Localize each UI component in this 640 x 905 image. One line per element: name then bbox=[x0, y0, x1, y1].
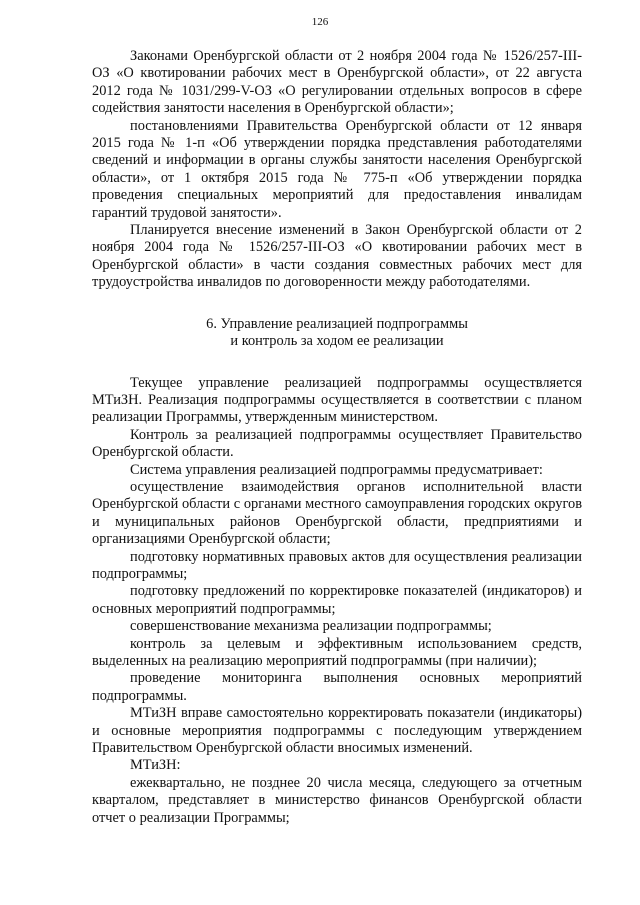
paragraph: МТиЗН: bbox=[130, 757, 181, 774]
paragraph: подготовку предложений по корректировке показателей (индикаторов) и основных мероприятий подпрограммы; bbox=[92, 583, 582, 617]
paragraph: Законами Оренбургской области от 2 ноября 2004 года № 1526/257-III-ОЗ «О квотировании рабочих мест в Оренбургской области», от 22 августа 2012 года № 1031/299-V-ОЗ «О регулировании отдельных вопросов в сфере содействия занятости населения в Оренбургской области»; bbox=[92, 48, 582, 117]
paragraph: МТиЗН вправе самостоятельно корректировать показатели (индикаторы) и основные мероприятия подпрограммы с последующим утверждением Правительством Оренбургской области вносимых изменений. bbox=[92, 705, 582, 757]
paragraph: подготовку нормативных правовых актов для осуществления реализации подпрограммы; bbox=[92, 548, 582, 582]
section-heading-line: и контроль за ходом ее реализации bbox=[230, 333, 444, 350]
paragraph: проведение мониторинга выполнения основных мероприятий подпрограммы. bbox=[92, 670, 582, 704]
section-heading-line: 6. Управление реализацией подпрограммы bbox=[206, 315, 468, 332]
paragraph: совершенствование механизма реализации подпрограммы; bbox=[130, 618, 492, 635]
paragraph: Система управления реализацией подпрограммы предусматривает: bbox=[130, 461, 543, 478]
page-number: 126 bbox=[311, 16, 329, 28]
paragraph: постановлениями Правительства Оренбургской области от 12 января 2015 года № 1-п «Об утверждении порядка представления работодателями сведений и информации в органы службы занятости населения Оренбургской области», от 1 октября 2015 года № 775-п «Об утверждении порядка проведения специальных мероприятий для предоставления инвалидам гарантий трудовой занятости». bbox=[92, 117, 582, 221]
paragraph: Контроль за реализацией подпрограммы осуществляет Правительство Оренбургской области. bbox=[92, 426, 582, 461]
paragraph: Планируется внесение изменений в Закон Оренбургской области от 2 ноября 2004 года № 1526/257-III-ОЗ «О квотировании рабочих мест в Оренбургской области» в части создания совместных рабочих мест для трудоустройства инвалидов по договоренности между работодателями. bbox=[92, 222, 582, 291]
section-heading bbox=[92, 316, 582, 351]
paragraph: контроль за целевым и эффективным использованием средств, выделенных на реализацию мероприятий подпрограммы (при наличии); bbox=[92, 635, 582, 669]
paragraph: ежеквартально, не позднее 20 числа месяца, следующего за отчетным кварталом, представляет в министерство финансов Оренбургской области отчет о реализации Программы; bbox=[92, 774, 582, 826]
paragraph: осуществление взаимодействия органов исполнительной власти Оренбургской области с органами местного самоуправления городских округов и муниципальных районов Оренбургской области, предприятиями и организациями Оренбургской области; bbox=[92, 478, 582, 548]
body-text bbox=[92, 48, 582, 827]
paragraph: Текущее управление реализацией подпрограммы осуществляется МТиЗН. Реализация подпрограммы осуществляется в соответствии с планом реализации Программы, утвержденным министерством. bbox=[92, 374, 582, 426]
